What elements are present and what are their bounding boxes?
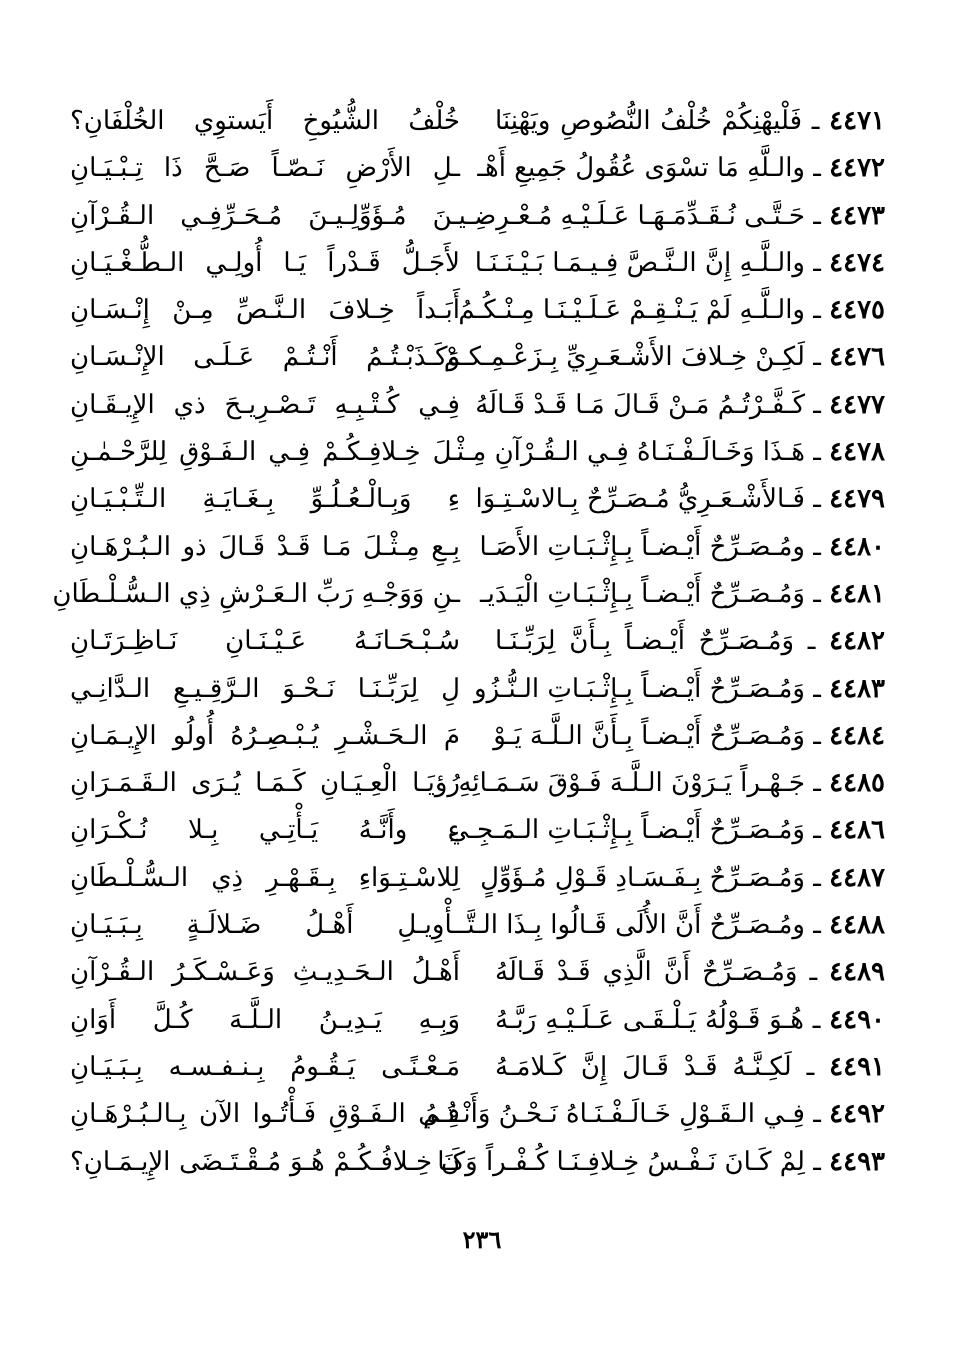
verse-line bbox=[70, 476, 885, 523]
first-hemistich bbox=[475, 382, 885, 429]
second-hemistich: لِلاسْـتِـوَاءِ بِـقَـهْـرِ ذِي الـسُّـلْـطَانِ bbox=[70, 862, 460, 893]
verse-separator: ـ bbox=[804, 295, 830, 326]
first-hemistich-text: ومُـصَـرِّحٌ أَنَّ الأُلَى قَـالُوا بِـذَا الـتَّـ bbox=[459, 910, 805, 941]
second-hemistich: سُـبْـحَـانَـهُ عَـيْـنَـانِ نَـاظِـرَتَـانِ bbox=[70, 626, 460, 657]
verse-number: ٤٤٨٠ bbox=[829, 531, 885, 562]
verse-number: ٤٤٧٧ bbox=[829, 389, 885, 420]
verse-separator: ـ bbox=[804, 389, 830, 420]
verse-number: ٤٤٧٩ bbox=[829, 484, 885, 515]
second-hemistich: لِ لِرَبِّـنَـا نَـحْـوَ الـرَّقِـيـعِ الـدَّانِـي bbox=[70, 673, 460, 704]
verse-number: ٤٤٨٤ bbox=[829, 720, 885, 751]
second-hemistich: وَبِـهِ يَـدِيـنُ الـلَّـهَ كُـلَّ أَوَانِ bbox=[70, 1004, 460, 1035]
first-hemistich bbox=[480, 571, 885, 618]
first-hemistich bbox=[458, 287, 885, 334]
verse-separator: ـ bbox=[804, 862, 830, 893]
second-hemistich: فِـي الـفَـوْقِ فَـأْتُـوا الآن بِـالـبُـرْهَـانِ bbox=[70, 1099, 460, 1130]
verse-line bbox=[52, 571, 885, 618]
second-hemistich: نَ خِـلافُـكُـمْ هُـوَ مُـقْـتَـضَى الإِيـمَـانِ؟ bbox=[70, 1146, 460, 1177]
first-hemistich bbox=[495, 997, 885, 1044]
verse-line bbox=[70, 1139, 885, 1186]
verse-line bbox=[70, 618, 885, 665]
first-hemistich-text: فَـالأَشْـعَـرِيُّ مُـصَـرِّحٌ بِـالاسْـتِـوَا bbox=[475, 484, 805, 515]
second-hemistich: أَبَـداً خِـلافَ الـنَّـصِّ مِـنْ إِنْـسَـانِ bbox=[70, 295, 460, 326]
first-hemistich bbox=[437, 1139, 885, 1186]
verse-separator: ـ bbox=[804, 673, 830, 704]
second-hemistich: لأَجَـلُّ قَـدْراً يَـا أُولِـي الـطُّـغْـيَـانِ bbox=[70, 247, 460, 278]
second-hemistich: ـلِ الأَرْضِ نَـصّـاً صَـحَّ ذَا تِـبْـيَـانِ bbox=[70, 153, 460, 184]
first-hemistich-text: جَـهْـراً يَـرَوْنَ الـلَّـهَ فَـوْقَ سَـمَـائِهِ bbox=[458, 768, 805, 799]
verse-separator: ـ bbox=[802, 106, 830, 136]
verse-number: ٤٤٧٦ bbox=[829, 342, 885, 373]
verse-number: ٤٤٨٧ bbox=[829, 862, 885, 893]
first-hemistich-text: وَمُـصَـرِّحٌ أَيْـضـاً بِـأَنَّ لِرَبِّـنَـا bbox=[495, 626, 795, 657]
verse-number: ٤٤٧٥ bbox=[829, 295, 885, 326]
second-hemistich: فِـي كُـتْـبِـهِ تَـصْـرِيـحَ ذي الإِيـقَـانِ bbox=[70, 389, 460, 420]
verse-line bbox=[70, 240, 885, 287]
verse-number: ٤٤٧٢ bbox=[829, 153, 885, 184]
page-number: ٢٣٦ bbox=[462, 1225, 502, 1254]
verse-separator: ـ bbox=[804, 484, 830, 515]
first-hemistich-text: كَـفَّـرْتُـمُ مَـنْ قَـالَ مَـا قَـدْ قَـالَهُ bbox=[475, 389, 805, 420]
verse-line bbox=[70, 760, 885, 807]
verse-line bbox=[70, 997, 885, 1044]
first-hemistich bbox=[477, 145, 885, 192]
verse-separator: ـ bbox=[804, 1146, 830, 1177]
first-hemistich bbox=[458, 760, 885, 807]
first-hemistich bbox=[451, 193, 885, 240]
verse-line bbox=[70, 902, 885, 949]
first-hemistich-text: وَمُـصَـرِّحٌ أَنَّ الَّذِي قَـدْ قَـالَهُ bbox=[495, 957, 798, 988]
verse-line bbox=[70, 949, 885, 996]
second-hemistich: وَكَـذَبْـتُـمُ أَنْـتُـمْ عَـلَـى الإِنْـسَـانِ bbox=[70, 342, 460, 373]
first-hemistich bbox=[474, 666, 885, 713]
verse-number: ٤٤٨٦ bbox=[829, 815, 885, 846]
verse-separator: ـ bbox=[804, 247, 830, 278]
first-hemistich-text: هَـذَا وَخَـالَـفْـنَـاهُ فِـي الـقُـرْآنِ مِـثْـ bbox=[449, 437, 805, 468]
verse-separator: ـ bbox=[804, 720, 830, 751]
first-hemistich-text: والـلَّـهِ إِنَّ الـنَّـصَّ فِـيـمَـا بَـيْـنَـنَـا bbox=[474, 247, 805, 278]
verse-number: ٤٤٩٠ bbox=[829, 1004, 885, 1035]
first-hemistich-text: لَكِـنَّـهُ قَـدْ قَـالَ إِنَّ كَـلامَـهُ bbox=[495, 1051, 792, 1082]
verse-number: ٤٤٨١ bbox=[829, 578, 885, 609]
verse-number: ٤٤٧٣ bbox=[829, 200, 885, 231]
verse-line bbox=[70, 334, 885, 381]
first-hemistich bbox=[479, 524, 885, 571]
first-hemistich-text: فَلْيهْنِكُمْ خُلْفُ النُّصُوصِ ويَهْنِنَا bbox=[495, 106, 803, 136]
second-hemistich: ـنَ مُـؤَوِّلِـيـنَ مُـحَـرِّفِـي الـقُـرْآنِ bbox=[70, 200, 460, 231]
verse-separator: ـ bbox=[804, 342, 830, 373]
verse-line bbox=[70, 524, 885, 571]
first-hemistich bbox=[422, 1091, 885, 1138]
second-hemistich: خُلْفُ الشُّيُوخِ أَيَستوِي الخُلْفَانِ؟ bbox=[70, 106, 460, 136]
verse-number: ٤٤٨٩ bbox=[829, 957, 885, 988]
verse-number: ٤٤٨٨ bbox=[829, 910, 885, 941]
verse-separator: ـ bbox=[804, 1099, 830, 1130]
verse-separator: ـ bbox=[803, 1004, 830, 1035]
first-hemistich-text: ومُـصَـرِّحٌ أَيْـضـاً بِـإِثْـبَـاتِ الأَصَـا bbox=[479, 531, 805, 562]
first-hemistich-text: وَمُـصَـرِّحٌ أَيْـضـاً بِـإِثْـبَـاتِ الْيَـدَيـ bbox=[480, 578, 805, 609]
verse-number: ٤٤٧١ bbox=[829, 106, 885, 136]
verse-separator: ـ bbox=[804, 815, 830, 846]
verse-separator: ـ bbox=[791, 1051, 830, 1082]
second-hemistich: ءِ وأَنَّـهُ يَـأْتِـي بِـلا نُـكْـرَانِ bbox=[70, 815, 460, 846]
second-hemistich: بِـعِ مِـثْـلَ مَـا قَـدْ قَـالَ ذو الـبُـرْهَـانِ bbox=[70, 531, 460, 562]
first-hemistich-text: والـلَّهِ مَا تسْوَى عُقُولُ جَمِيعِ أَهْـ bbox=[477, 153, 805, 184]
second-hemistich: ـنِ وَوَجْـهِ رَبِّ الـعَـرْشِ ذِي الـسُّـلْـطَانِ bbox=[52, 578, 460, 609]
first-hemistich bbox=[495, 713, 885, 760]
verse-separator: ـ bbox=[804, 578, 830, 609]
verse-line bbox=[70, 855, 885, 902]
first-hemistich-text: حَـتَّـى نُـقَـدِّمَـهَـا عَـلَـيْـهِ مُـعْـرِضِـيـ bbox=[451, 200, 805, 231]
verse-line bbox=[70, 382, 885, 429]
second-hemistich: رُؤيَـا الْعِـيَـانِ كَـمَـا يُـرَى الـقَـمَـرَانِ bbox=[70, 768, 460, 799]
verse-number: ٤٤٩١ bbox=[829, 1051, 885, 1082]
verse-line bbox=[70, 713, 885, 760]
second-hemistich: مَـعْـنًـى يَـقُـومُ بِـنـفـسـه بِـبَـيَـانِ bbox=[70, 1051, 460, 1082]
first-hemistich bbox=[495, 1044, 885, 1091]
first-hemistich bbox=[495, 618, 885, 665]
verse-separator: ـ bbox=[804, 531, 830, 562]
verse-line bbox=[70, 193, 885, 240]
verse-line bbox=[70, 1091, 885, 1138]
verse-number: ٤٤٨٢ bbox=[829, 626, 885, 657]
first-hemistich-text: وَمُـصَـرِّحٌ بِـفَـسَـادِ قَـوْلِ مُـؤَوِّلٍ bbox=[480, 862, 805, 893]
second-hemistich: أَهْـلُ الـحَـدِيـثِ وَعَـسْـكَـرُ الـقُـرْآنِ bbox=[70, 957, 460, 988]
second-hemistich: ـأْوِيـلِ أَهْـلُ ضَـلالَـةٍ بِـبَـيَـانِ bbox=[70, 910, 460, 941]
verse-separator: ـ bbox=[804, 200, 830, 231]
first-hemistich-text: لِمْ كَـانَ نَـفْـسُ خِـلافِـنَـا كُـفْـراً وَكَـا bbox=[437, 1146, 805, 1177]
verse-number: ٤٤٩٢ bbox=[829, 1099, 885, 1130]
verse-line bbox=[70, 807, 885, 854]
first-hemistich-text: وَمُـصَـرِّحٌ أَيْـضـاً بِـأَنَّ الـلَّـهَ يَـوْ bbox=[493, 720, 805, 751]
first-hemistich-text: لَكِـنْ خِـلافَ الأَشْـعَـرِيِّ بِـزَعْـمِـكـمْ bbox=[443, 342, 805, 373]
first-hemistich-text: وَمُـصَـرِّحٌ أَيْـضـاً بِـإِثْـبَـاتِ الـمَـجِـي bbox=[447, 815, 805, 846]
verse-separator: ـ bbox=[804, 910, 830, 941]
first-hemistich bbox=[480, 855, 885, 902]
verse-number: ٤٤٨٣ bbox=[829, 673, 885, 704]
verse-line bbox=[70, 1044, 885, 1091]
first-hemistich bbox=[449, 429, 885, 476]
first-hemistich-text: هُـوَ قَـوْلُهُ يَـلْـقَـى عَـلَـيْـهِ رَبَّـهُ bbox=[495, 1004, 804, 1035]
verse-line bbox=[70, 98, 885, 145]
verse-number: ٤٤٧٨ bbox=[829, 437, 885, 468]
verse-separator: ـ bbox=[797, 957, 830, 988]
verse-number: ٤٤٨٥ bbox=[829, 768, 885, 799]
verse-line bbox=[70, 145, 885, 192]
verse-line bbox=[70, 429, 885, 476]
verse-line bbox=[70, 287, 885, 334]
verse-number: ٤٤٧٤ bbox=[829, 247, 885, 278]
verse-separator: ـ bbox=[804, 153, 830, 184]
first-hemistich bbox=[475, 476, 885, 523]
poem-verses bbox=[52, 98, 885, 1186]
first-hemistich bbox=[495, 949, 885, 996]
verse-separator: ـ bbox=[804, 768, 830, 799]
verse-separator: ـ bbox=[804, 437, 830, 468]
first-hemistich-text: والـلَّـهِ لَمْ يَـنْـقِـمْ عَـلَـيْـنَـا مِـنْـكُـمُ bbox=[458, 295, 805, 326]
second-hemistich: مَ الـحَـشْـرِ يُـبْـصِـرُهُ أُولُو الإِيـمَـانِ bbox=[70, 720, 460, 751]
second-hemistich: ءِ وَبِـالْـعُـلُـوِّ بِـغَـايَـةِ الـتِّـبْـيَـانِ bbox=[70, 484, 460, 515]
first-hemistich bbox=[474, 240, 885, 287]
first-hemistich bbox=[459, 902, 885, 949]
first-hemistich-text: وَمُـصَـرِّحٌ أَيْـضـاً بِـإِثْـبَـاتِ الـنُّـزُو bbox=[474, 673, 805, 704]
first-hemistich bbox=[447, 807, 885, 854]
first-hemistich-text: فِـي الـقَـوْلِ خَـالَـفْـنَـاهُ نَـحْـنُ وَأَنْـتُـمُ bbox=[422, 1099, 805, 1130]
second-hemistich: ـلَ خِـلافِـكُـمْ فِـي الـفَـوْقِ لِلرَّحْـمٰـنِ bbox=[70, 437, 460, 468]
first-hemistich bbox=[443, 334, 885, 381]
first-hemistich bbox=[495, 98, 885, 145]
verse-line bbox=[70, 666, 885, 713]
verse-separator: ـ bbox=[794, 626, 830, 657]
verse-number: ٤٤٩٣ bbox=[829, 1146, 885, 1177]
